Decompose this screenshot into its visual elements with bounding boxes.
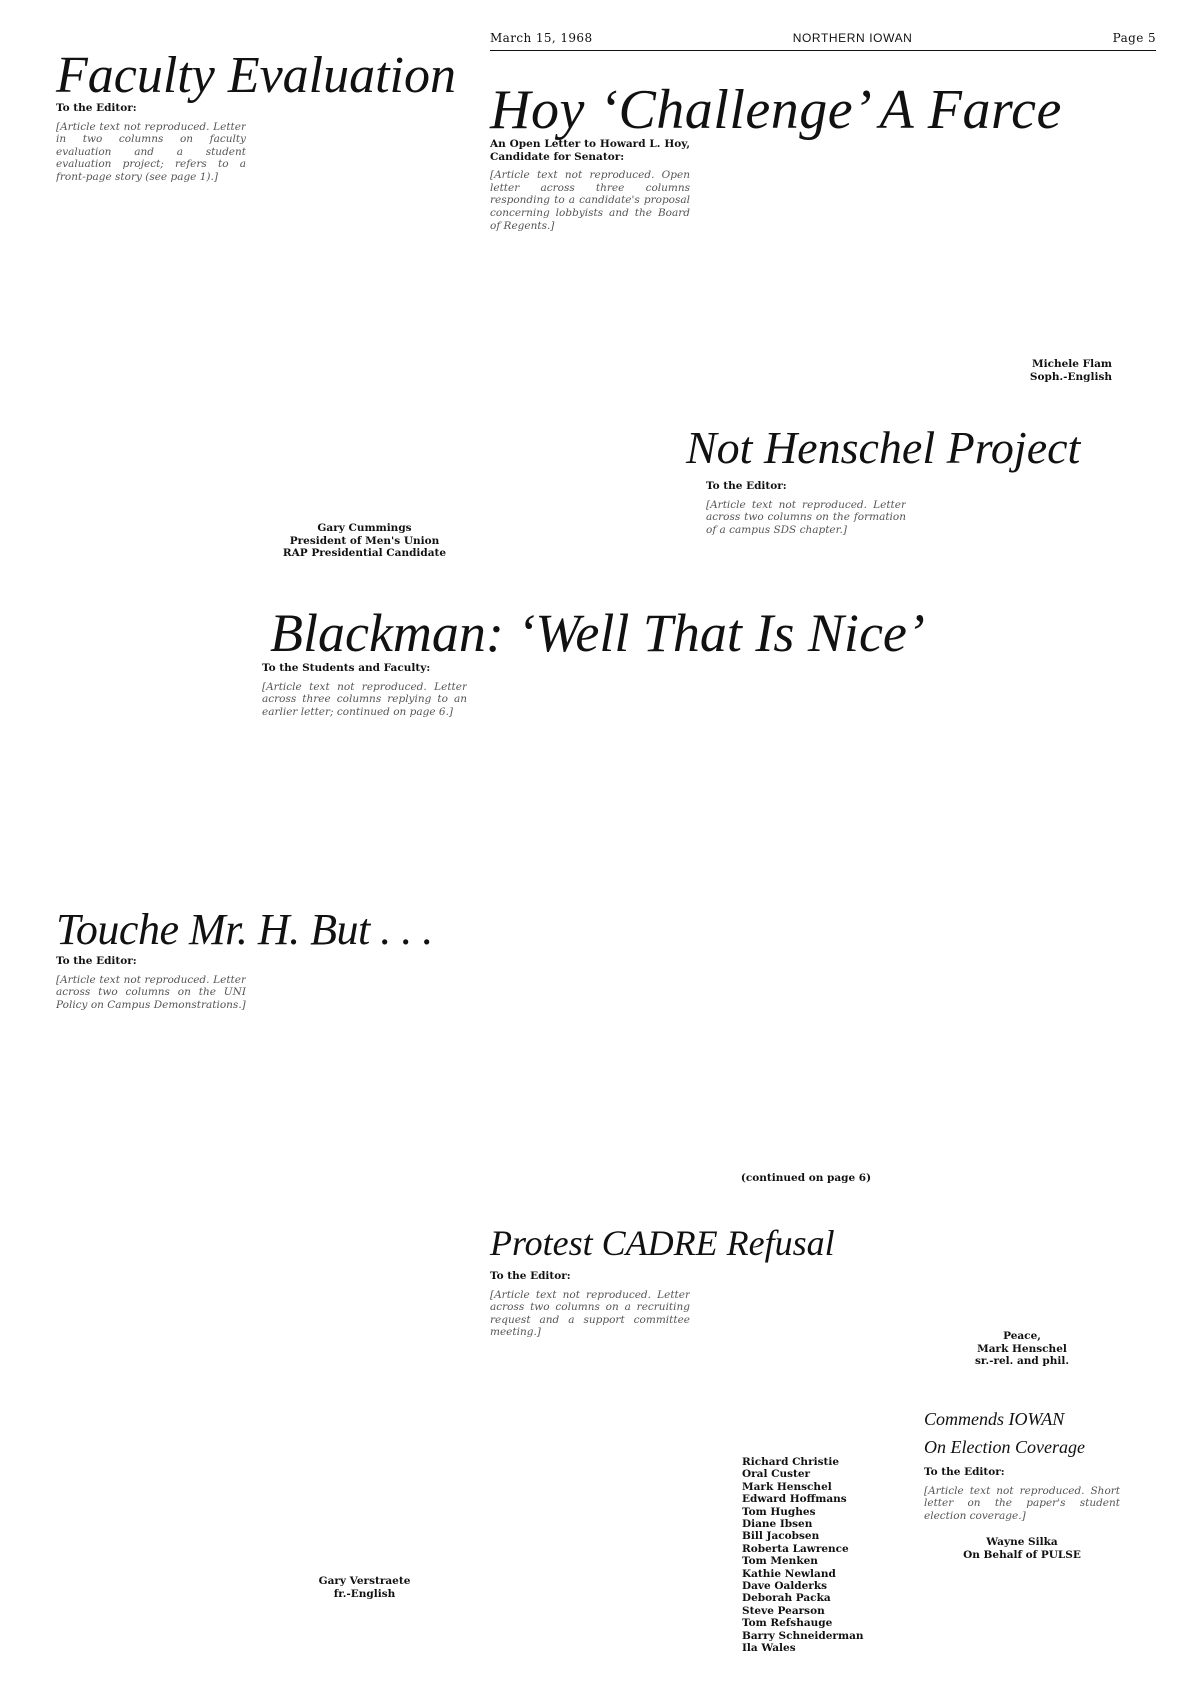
touche-col1 [56, 955, 246, 1675]
signatory: Mark Henschel [742, 1480, 832, 1493]
touche-headline: Touche Mr. H. But . . . [56, 905, 433, 954]
faculty-salutation: To the Editor: [56, 102, 137, 114]
henschel-title: sr.-rel. and phil. [974, 1355, 1070, 1368]
hoy-signer-title: Soph.-English [1029, 370, 1112, 383]
issue-date: March 15, 1968 [490, 31, 593, 45]
cadre-signatories [742, 1456, 906, 1655]
faculty-signature [262, 522, 467, 560]
commends-salutation: To the Editor: [924, 1466, 1005, 1478]
protest-cadre-headline: Protest CADRE Refusal [490, 1223, 835, 1263]
not-henschel-headline: Not Henschel Project [686, 422, 1081, 473]
commends-signer-name: Wayne Silka [986, 1536, 1058, 1549]
blackman-col1 [262, 662, 467, 902]
not-henschel-placeholder: [Article text not reproduced. Letter across two columns on the formation of a campus SDS chapter.] [706, 498, 906, 536]
not-henschel-salutation: To the Editor: [706, 480, 787, 492]
not-henschel-col2 [924, 480, 1120, 1380]
commends-headline-line1: Commends IOWAN [924, 1409, 1065, 1429]
protest-salutation: To the Editor: [490, 1270, 571, 1282]
signatory: Edward Hoffmans [742, 1493, 847, 1506]
faculty-signer-name: Gary Cummings [317, 522, 412, 534]
hoy-challenge-headline: Hoy ‘Challenge’ A Farce [490, 79, 1062, 141]
faculty-evaluation-col1 [56, 102, 246, 382]
signatory: Diane Ibsen [742, 1518, 813, 1531]
page-number: Page 5 [1112, 31, 1156, 45]
protest-cadre-col1 [490, 1270, 690, 1675]
signatory: Deborah Packa [742, 1592, 831, 1605]
protest-placeholder: [Article text not reproduced. Letter across two columns on a recruiting request and a support committee meeting.] [490, 1288, 690, 1339]
commends-signer-group: On Behalf of PULSE [963, 1548, 1081, 1561]
signatory: Bill Jacobsen [742, 1530, 820, 1543]
commends-signature [924, 1536, 1120, 1561]
faculty-evaluation-headline: Faculty Evaluation [56, 47, 457, 104]
paper-name: NORTHERN IOWAN [792, 31, 913, 45]
touche-salutation: To the Editor: [56, 955, 137, 967]
signatory: Steve Pearson [742, 1604, 825, 1617]
hoy-signer-name: Michele Flam [1031, 358, 1112, 370]
signatory: Kathie Newland [742, 1567, 836, 1580]
signatory: Tom Menken [742, 1555, 818, 1568]
masthead [490, 28, 1156, 51]
hoy-signature [924, 358, 1120, 383]
faculty-placeholder: [Article text not reproduced. Letter in two columns on faculty evaluation and a student evaluation project; refers to a front-page story (see page 1).] [56, 120, 246, 183]
blackman-placeholder: [Article text not reproduced. Letter across three columns replying to an earlier letter; continued on page 6.] [262, 680, 467, 718]
blackman-headline: Blackman: ‘Well That Is Nice’ [270, 603, 925, 663]
not-henschel-signature [924, 1330, 1120, 1368]
signatory: Oral Custer [742, 1468, 811, 1481]
hoy-salutation: An Open Letter to Howard L. Hoy, Candidate for Senator: [490, 138, 690, 163]
touche-col2 [262, 955, 467, 1675]
touche-placeholder: [Article text not reproduced. Letter across two columns on the UNI Policy on Campus Demonstrations.] [56, 973, 246, 1011]
henschel-name: Mark Henschel [977, 1342, 1067, 1355]
faculty-signer-title: President of Men's Union [289, 534, 440, 547]
henschel-closing: Peace, [1003, 1330, 1041, 1342]
touche-signer-title: fr.-English [333, 1587, 396, 1600]
protest-cadre-col2 [706, 1270, 906, 1675]
blackman-salutation: To the Students and Faculty: [262, 662, 431, 674]
blackman-continued: (continued on page 6) [740, 1172, 872, 1184]
signatory: Barry Schneiderman [742, 1629, 864, 1642]
hoy-challenge-col1 [490, 138, 690, 598]
touche-signature [262, 1575, 467, 1600]
hoy-placeholder: [Article text not reproduced. Open letter across three columns responding to a candidate's proposal concerning lobbyists and the Board of Regents.] [490, 169, 690, 232]
signatory: Richard Christie [742, 1456, 840, 1468]
not-henschel-col1 [706, 480, 906, 600]
commends-headline-line2: On Election Coverage [924, 1437, 1085, 1457]
hoy-challenge-col3 [924, 138, 1120, 398]
signatory: Tom Hughes [742, 1505, 816, 1518]
faculty-evaluation-col2 [262, 102, 467, 582]
commends-col [924, 1466, 1120, 1676]
commends-placeholder: [Article text not reproduced. Short letter on the paper's student election coverage.] [924, 1484, 1120, 1522]
signatory: Ila Wales [742, 1642, 796, 1655]
touche-signer-name: Gary Verstraete [318, 1575, 411, 1587]
signatory: Roberta Lawrence [742, 1542, 849, 1555]
blackman-col3 [706, 662, 906, 1222]
signatory: Dave Oalderks [742, 1580, 828, 1593]
signatory: Tom Refshauge [742, 1617, 833, 1630]
faculty-signer-role: RAP Presidential Candidate [282, 547, 447, 560]
